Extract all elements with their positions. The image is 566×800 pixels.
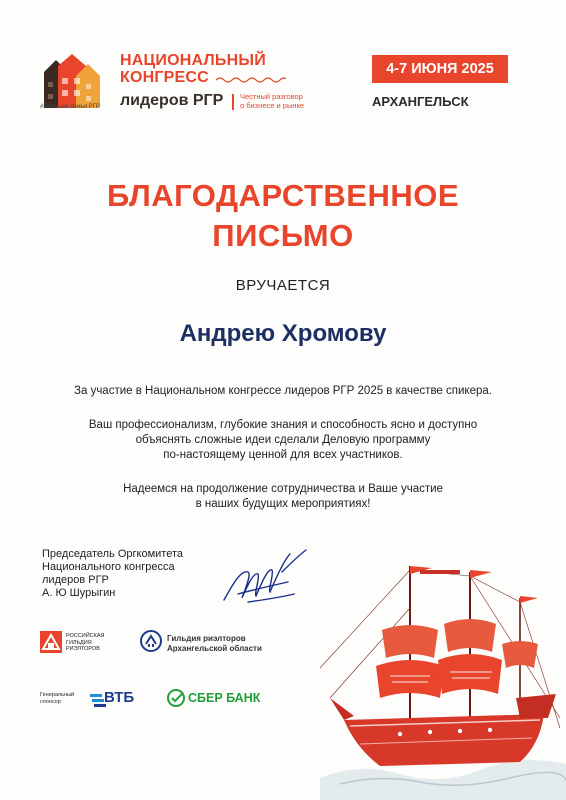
document-title: [40, 176, 526, 256]
tagline-line1: Честный разговор: [240, 92, 303, 101]
sailing-ship-illustration: [320, 548, 566, 800]
family-label: #Большая семья РГР: [40, 104, 100, 110]
signer-block: [42, 548, 183, 600]
congress-tagline: [240, 92, 304, 110]
rgr-line3: РИЭЛТОРОВ: [66, 646, 100, 652]
sponsor-line1: Генеральный: [40, 692, 75, 698]
event-city: АРХАНГЕЛЬСК: [372, 94, 469, 109]
header-divider: [232, 94, 234, 110]
body-paragraph-1: [20, 384, 546, 399]
guild-line1: Гильдия риэлторов: [167, 634, 246, 643]
recipient-name: Андрею Хромову: [179, 320, 387, 347]
body-p2-line2: объяснять сложные идеи сделали Деловую программу: [135, 434, 431, 446]
body-p3-line1: Надеемся на продолжение сотрудничества и Ваше участие: [123, 483, 443, 495]
arkhangelsk-guild-name: [167, 634, 262, 654]
congress-houses-logo: [40, 50, 110, 110]
rgr-guild-logo: [40, 631, 62, 653]
event-dates-badge: 4-7 ИЮНЯ 2025: [372, 55, 508, 83]
congress-title-line3: лидеров РГР: [120, 92, 224, 109]
body-p2-line3: по-настоящему ценной для всех участников.: [163, 449, 403, 461]
title-line2: ПИСЬМО: [212, 218, 354, 253]
general-sponsor-label: [40, 692, 74, 706]
signer-line1: Председатель Оргкомитета: [42, 548, 184, 560]
arkhangelsk-guild-logo: [140, 630, 162, 652]
sponsor-line2: спонсор: [40, 699, 61, 705]
vtb-wordmark: ВТБ: [104, 689, 135, 706]
body-paragraph-3: [20, 482, 546, 512]
body-paragraph-2: [20, 418, 546, 463]
guild-line2: Архангельской области: [167, 644, 262, 653]
wave-ornament: [216, 76, 286, 84]
sber-wordmark: СБЕР БАНК: [188, 691, 261, 705]
tagline-line2: о бизнесе и рынке: [240, 101, 305, 110]
presented-to-label: ВРУЧАЕТСЯ: [235, 277, 331, 294]
handwritten-signature: [218, 542, 310, 608]
congress-title-line2: КОНГРЕСС: [120, 69, 209, 86]
signer-line2: Национального конгресса: [42, 561, 175, 573]
body-p2-line1: Ваш профессионализм, глубокие знания и способность ясно и доступно: [88, 419, 478, 431]
rgr-line2: ГИЛЬДИЯ: [66, 639, 92, 646]
rgr-guild-name: [66, 633, 105, 653]
signer-name: А. Ю Шурыгин: [42, 587, 116, 599]
body-p1-text: За участие в Национальном конгрессе лидеров РГР 2025 в качестве спикера.: [74, 385, 492, 397]
body-p3-line2: в наших будущих мероприятиях!: [195, 498, 371, 510]
signer-line3: лидеров РГР: [42, 574, 109, 586]
title-line1: БЛАГОДАРСТВЕННОЕ: [106, 178, 460, 213]
sber-logo-icon: [167, 689, 185, 707]
rgr-line1: РОССИЙСКАЯ: [66, 633, 105, 639]
congress-title-line1: НАЦИОНАЛЬНЫЙ: [120, 52, 266, 69]
